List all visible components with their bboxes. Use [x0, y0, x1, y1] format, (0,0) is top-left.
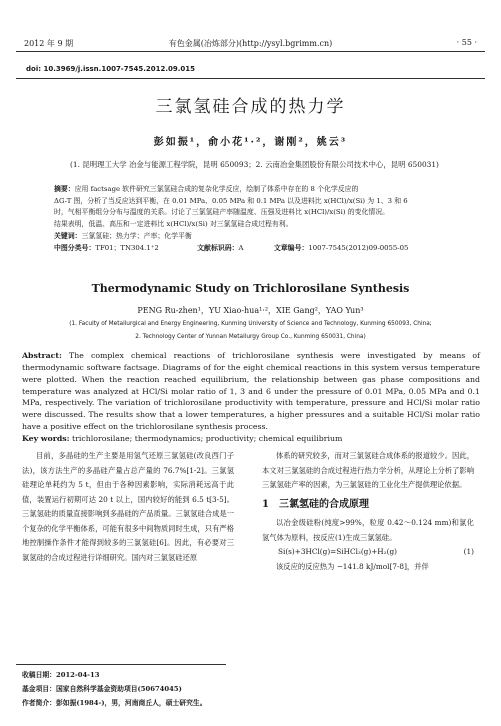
- keywords-cn-label: 关键词：: [54, 231, 82, 240]
- body-left-column: [22, 449, 234, 565]
- title-chinese: 三氯氢硅合成的热力学: [155, 97, 346, 117]
- equation-formula: Si(s)+3HCl(g)=SiHCl₃(g)+H₂(g): [278, 547, 397, 556]
- doi: doi: 10.3969/j.issn.1007-7545.2012.09.015: [26, 65, 196, 73]
- footnote-rule: [16, 664, 226, 665]
- doc-code: A: [238, 243, 244, 252]
- footnote-funding: 基金项目：国家自然科学基金资助项目(50674045): [22, 685, 182, 693]
- page-header-journal: 有色金属(冶炼部分)(http://ysyl.bgrimm.cn): [168, 39, 333, 48]
- abstract-cn-line: 时，气相平衡组分分布与温度的关系。讨论了三氯氢硅产率随温度、压强及进料比 x(HCl)/x(Si) 的变化情况。: [54, 208, 390, 217]
- keywords-chinese: 三氯氢硅；热力学；产率；化学平衡: [81, 231, 192, 240]
- clc-label: 中图分类号：: [54, 243, 96, 252]
- abstract-english: [22, 350, 480, 445]
- clc-number: TF01；TN304.1⁺2: [95, 243, 159, 252]
- abstract-cn-line: 结果表明，低温、高压和一定进料比 x(HCl)/x(Si) 对三氯氢硅合成过程有利。: [54, 220, 293, 229]
- doc-code-label: 文献标识码：: [197, 243, 239, 252]
- body-paragraph: 体系的研究较多，而对三氯氢硅合成体系的报道较少。因此，本文对三氯氢硅的合成过程进行热力学分析，从理论上分析了影响三氯氢硅产率的因素，为三氯氢硅的工业化生产提供理论依据。: [262, 451, 474, 489]
- article-number-label: 文章编号：: [273, 243, 309, 252]
- authors-english: PENG Ru-zhen¹，YU Xiao-hua¹·²，XIE Gang²，YAO Yun³: [137, 306, 364, 315]
- page-header-page-number: · 55 ·: [456, 38, 477, 47]
- keywords-en-label: Key words:: [22, 433, 70, 443]
- affiliation-chinese: (1. 昆明理工大学 冶金与能源工程学院，昆明 650093；2. 云南冶金集团股份有限公司技术中心，昆明 650031): [70, 160, 439, 169]
- abstract-en-text: The complex chemical reactions of trichlorosilane synthesis were investigated by means of thermodynamic software factsage. Diagrams of for the eight chemical reactions in this system versus temperature were plotted. When the reaction reached equilibrium, the relationship between gas phase compositions and temperature was analyzed at HCl/Si molar ratio of 1, 3 and 6 under the pressure of 0.01 MPa, 0.05 MPa and 0.1 MPa, respectively. The variation of trichlorosilane productivity with temperature, pressure and HCl/Si molar ratio were discussed. The results show that a lower temperatures, a higher pressures and a suitable HCl/Si molar ratio have a positive effect on the trichlorosilane synthesis process.: [22, 351, 480, 432]
- body-paragraph: 目前，多晶硅的生产主要是用氢气还原三氯氢硅(改良西门子法)，该方法生产的多晶硅产量占总产量的 76.7%[1-2]。三氯氢硅理论单耗约为 5 t，但由于各种因素影响，实际消耗远高于此值，装置运行初期可达 20 t 以上，国内较好的能到 6.5 t[3-5]。三氯氢硅的质量直接影响到多晶硅的产品质量。三氯氢硅合成是一个复杂的化学平衡体系，可能有很多中间物质同时生成，只有严格地控制操作条件才能得到较多的三氯氢硅[6]。因此，有必要对三氯氢硅的合成过程进行详细研究。国内对三氯氢硅还原: [22, 451, 234, 562]
- body-right-column: [262, 449, 474, 574]
- equation: [262, 545, 474, 560]
- abstract-chinese: [54, 184, 454, 254]
- keywords-english: trichlorosilane; thermodynamics; productivity; chemical equilibrium: [72, 433, 343, 443]
- header-rule: [16, 51, 485, 52]
- authors-chinese: 彭如振¹，俞小花¹·²，谢刚²，姚云³: [153, 137, 348, 148]
- footnote-author-bio: 作者简介：彭如振(1984-)，男，河南商丘人，硕士研究生。: [22, 699, 207, 707]
- page-header-issue: 2012 年 9 期: [24, 39, 74, 48]
- affiliation-english-line: 2. Technology Center of Yunnan Metallurgy Group Co., Kunming 650031, China): [135, 334, 366, 340]
- section-heading: 1 三氯氢硅的合成原理: [262, 498, 369, 510]
- abstract-en-label: Abstract:: [22, 351, 62, 360]
- footnote-received-date: 收稿日期：2012-04-13: [22, 671, 100, 679]
- article-number: 1007-7545(2012)09-0055-05: [308, 243, 409, 252]
- affiliation-english-line: (1. Faculty of Metallurgical and Energy Engineering, Kunming University of Science and Technology, Kunming 650093, China;: [69, 321, 432, 327]
- body-paragraph: 以冶金级硅粉(纯度>99%，粒度 0.42～0.124 mm)和氯化氢气体为原料，按反应(1)生成三氯氢硅。: [262, 518, 474, 542]
- doi-rule: [16, 78, 485, 79]
- abstract-cn-line: 应用 factsage 软件研究三氯氢硅合成的复杂化学反应，绘制了体系中存在的 8 个化学反应的: [74, 185, 359, 193]
- abstract-cn-label: 摘要：: [54, 185, 75, 193]
- abstract-cn-line: ΔG-T 图，分析了当反应达到平衡，在 0.01 MPa、0.05 MPa 和 0.1 MPa 以及进料比 x(HCl)/x(Si) 为 1、3 和 6: [54, 196, 408, 205]
- title-english: Thermodynamic Study on Trichlorosilane Synthesis: [91, 282, 410, 295]
- body-paragraph: 该反应的反应热为 −141.8 kJ/mol[7-8]，并伴: [276, 561, 429, 571]
- equation-number: (1): [463, 547, 474, 556]
